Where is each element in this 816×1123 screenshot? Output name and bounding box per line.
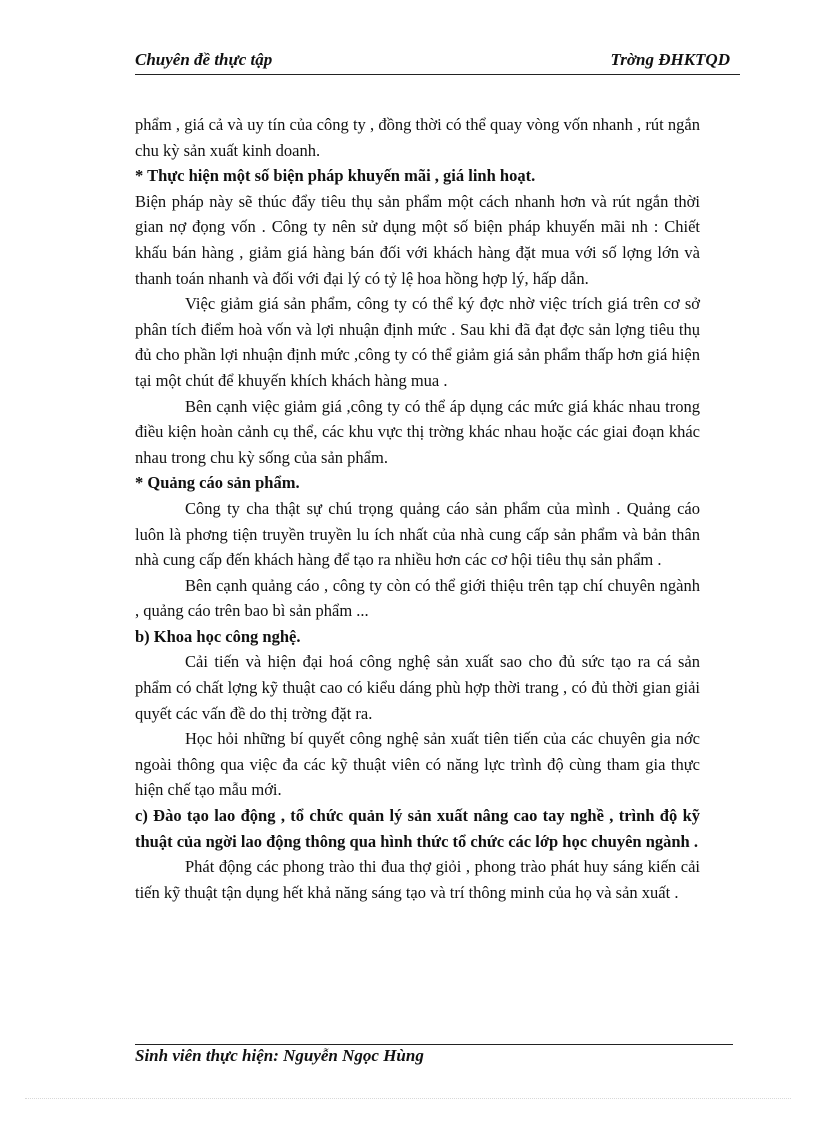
section-heading: b) Khoa học công nghệ. [135,626,301,646]
section-heading: c) Đào tạo lao động , tổ chức quản lý sản xuất nâng cao tay nghề , trình độ kỹ thuật của ngời lao động thông qua hình thức tổ chức các lớp học chuyên ngành . [135,806,700,851]
page-footer-author: Sinh viên thực hiện: Nguyễn Ngọc Hùng [135,1046,424,1065]
paragraph: Việc giảm giá sản phẩm, công ty có thể ký đợc nhờ việc trích giá trên cơ sở phân tích điểm hoà vốn và lợi nhuận định mức . Sau khi đã đạt đợc sản lợng tiêu thụ đủ cho phần lợi nhuận định mức ,công ty có thể giảm giá sản phẩm thấp hơn giá hiện tại một chút để khuyến khích khách hàng mua . [135,294,700,390]
footer-divider [135,1044,733,1045]
page-edge-dotted-line [25,1098,791,1099]
page-header [135,48,740,75]
header-university: Trờng ĐHKTQD [610,50,730,69]
paragraph: Công ty cha thật sự chú trọng quảng cáo sản phẩm của mình . Quảng cáo luôn là phơng tiện truyền truyền lu ích nhất của nhà cung cấp sản phẩm và bản thân nhà cung cấp đến khách hàng để tạo ra nhiều hơn các cơ hội tiêu thụ sản phẩm . [135,498,700,570]
paragraph: Học hỏi những bí quyết công nghệ sản xuất tiên tiến của các chuyên gia nớc ngoài thông qua việc đa các kỹ thuật viên có năng lực trình độ cùng tham gia thực hiện chế tạo mẫu mới. [135,729,700,800]
section-heading: * Quảng cáo sản phẩm. [135,473,300,493]
paragraph: Cải tiến và hiện đại hoá công nghệ sản xuất sao cho đủ sức tạo ra cá sản phẩm có chất lợng kỹ thuật cao có kiểu dáng phù hợp thời trang , có đủ thời gian giải quyết các vấn đề do thị trờng đặt ra. [135,652,700,723]
paragraph: Bên cạnh việc giảm giá ,công ty có thể áp dụng các mức giá khác nhau trong điều kiện hoàn cảnh cụ thể, các khu vực thị trờng khác nhau hoặc các giai đoạn khác nhau trong chu kỳ sống của sản phẩm. [135,396,700,467]
paragraph: Phát động các phong trào thi đua thợ giỏi , phong trào phát huy sáng kiến cải tiến kỹ thuật tận dụng hết khả năng sáng tạo và trí thông minh của họ và sản xuất . [135,857,700,902]
paragraph: Bên cạnh quảng cáo , công ty còn có thể giới thiệu trên tạp chí chuyên ngành , quảng cáo trên bao bì sản phẩm ... [135,575,700,621]
paragraph: Biện pháp này sẽ thúc đẩy tiêu thụ sản phẩm một cách nhanh hơn và rút ngắn thời gian nợ đọng vốn . Công ty nên sử dụng một số biện pháp khuyến mãi nh : Chiết khấu bán hàng , giảm giá hàng bán đối với khách hàng đặt mua với số lợng lớn và thanh toán nhanh và đối với đại lý có tỷ lệ hoa hồng hợp lý, hấp dẫn. [135,191,700,288]
document-body [135,112,700,905]
section-heading: * Thực hiện một số biện pháp khuyến mãi , giá linh hoạt. [135,166,536,186]
header-document-title: Chuyên đề thực tập [135,50,273,69]
paragraph: phẩm , giá cả và uy tín của công ty , đồng thời có thể quay vòng vốn nhanh , rút ngắn chu kỳ sản xuất kinh doanh. [135,115,700,160]
